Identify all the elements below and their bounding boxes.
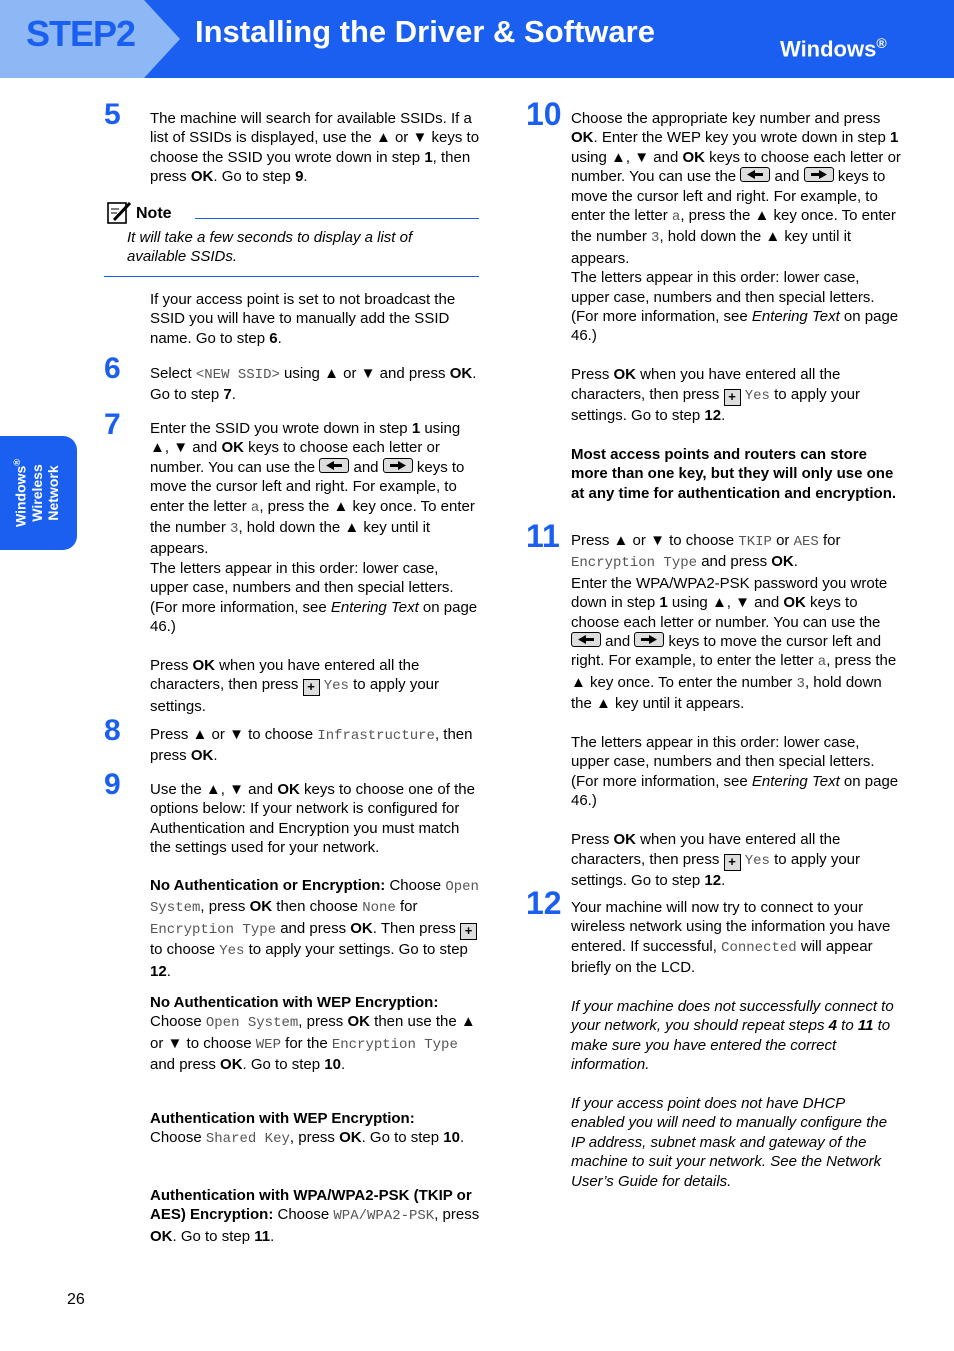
text-run: 12	[704, 407, 722, 425]
text-run: , hold down the	[238, 519, 345, 537]
text-run: , press	[298, 1013, 348, 1031]
down-arrow-icon: ▼	[360, 365, 376, 382]
step-number: 6	[104, 352, 121, 385]
text-run: OK	[571, 129, 594, 147]
text-run: 1	[659, 594, 668, 612]
text-run: and press	[697, 553, 772, 571]
text-run: OK	[613, 831, 637, 849]
up-arrow-icon: ▲	[460, 1013, 476, 1031]
text-run: Yes	[219, 943, 245, 960]
text-run: Press	[150, 656, 193, 674]
right-arrow-key-icon	[634, 632, 664, 647]
note-text: It will take a few seconds to display a list of available SSIDs.	[127, 229, 413, 266]
text-run: If your access point is set to not broadcast the SSID you will have to manually add the SSID name. Go to step	[150, 291, 456, 347]
os-name: Windows	[780, 36, 877, 62]
text-run: for	[818, 532, 841, 549]
step-10-text	[571, 109, 901, 503]
text-run: Connected	[721, 939, 797, 956]
text-run: or	[207, 726, 230, 743]
text-run: key until it appears.	[150, 519, 431, 558]
text-run: OK	[449, 365, 473, 382]
text-run: 9	[295, 168, 304, 186]
text-run: 11	[857, 1017, 874, 1035]
text-run: Yes	[323, 678, 349, 695]
text-run: , press the	[826, 652, 897, 670]
text-run: keys to choose each letter or number. You can use the	[150, 439, 440, 476]
text-run: or	[390, 129, 413, 147]
text-run: to apply your settings. Go to step	[571, 385, 861, 425]
down-arrow-icon: ▼	[173, 439, 189, 457]
text-run: . Then press	[372, 919, 461, 937]
side-tab-text-run: ®	[12, 459, 22, 466]
text-run: or	[150, 1034, 168, 1052]
text-run: ,	[625, 148, 635, 166]
text-run: ,	[164, 439, 174, 457]
text-run: key once. To enter the number	[150, 497, 475, 537]
text-run: keys to choose the SSID you wrote down in step	[150, 129, 480, 166]
side-tab-text	[9, 448, 67, 538]
text-run: If your access point does not have DHCP enabled you will need to manually configure the IP address, subnet mask and gateway of the machine to suit your network. See the Network User’s Guide for details.	[571, 1095, 888, 1190]
text-run: and	[770, 168, 804, 186]
up-arrow-icon: ▲	[711, 594, 727, 612]
text-run: .	[213, 747, 218, 765]
step-number: 12	[526, 885, 562, 921]
text-run: 6	[269, 329, 278, 347]
text-run: 4	[828, 1017, 837, 1035]
text-run: Press	[571, 532, 614, 549]
up-arrow-icon: ▲	[324, 365, 339, 382]
up-arrow-icon: ▲	[192, 726, 208, 743]
text-run: keys to move the cursor left and right. For example, to enter the letter	[571, 633, 882, 670]
text-run: , press	[200, 898, 250, 916]
text-run: Encryption Type	[150, 921, 277, 938]
text-run: will appear briefly on the LCD.	[571, 937, 873, 977]
step-5-text	[150, 109, 480, 187]
text-run: OK	[347, 1013, 370, 1031]
text-run: Choose	[385, 877, 446, 894]
text-run: Shared Key	[205, 1131, 290, 1148]
down-arrow-icon: ▼	[229, 726, 244, 743]
text-run: .	[459, 1129, 465, 1147]
text-run: No Authentication or Encryption:	[150, 877, 386, 894]
text-run: .	[340, 1056, 346, 1074]
text-run: .	[231, 386, 236, 404]
text-run: WEP	[255, 1036, 281, 1053]
os-label	[780, 35, 887, 62]
note-label: Note	[136, 205, 172, 222]
text-run: , then press	[150, 148, 471, 186]
up-arrow-icon: ▲	[611, 148, 626, 166]
text-run: The letters appear in this order: lower case, upper case, numbers and then special letters. (For more information, see	[571, 734, 875, 790]
text-run: a	[671, 209, 681, 226]
plus-key-icon: +	[460, 923, 477, 940]
text-run: . Go to step	[242, 1056, 325, 1074]
option-shared-key-text	[150, 1109, 480, 1150]
text-run: Press	[571, 831, 614, 849]
text-run: Choose	[273, 1206, 334, 1224]
step-label: STEP2	[26, 13, 136, 54]
text-run: Most access points and routers can store more than one key, but they will only use one at any time for authentication and encryption.	[571, 445, 897, 502]
step-number: 7	[104, 408, 121, 441]
text-run: , press the	[680, 207, 755, 225]
text-run: on page 46.)	[150, 598, 478, 636]
option-no-auth-text	[150, 876, 480, 981]
text-run: Entering Text	[330, 598, 419, 616]
text-run: to apply your settings. Go to step	[571, 850, 861, 889]
text-run: OK	[249, 898, 273, 916]
text-run: to choose	[182, 1034, 256, 1052]
step-9-text	[150, 780, 480, 858]
text-run: using	[667, 594, 712, 612]
text-run: and press	[276, 919, 351, 937]
text-run: to apply your settings.	[150, 676, 440, 715]
text-run: OK	[339, 1129, 362, 1147]
text-run: Press	[150, 726, 193, 743]
plus-key-icon: +	[303, 679, 320, 696]
text-run: . Go to step	[172, 1227, 255, 1245]
text-run: 11	[254, 1227, 271, 1245]
down-arrow-icon: ▼	[650, 532, 665, 549]
text-run: . Go to step	[150, 365, 477, 404]
text-run: then choose	[272, 898, 363, 916]
step-number: 11	[526, 518, 560, 554]
broadcast-text	[150, 290, 480, 348]
text-run: 1	[424, 148, 433, 166]
side-tab-text-run: Windows	[12, 465, 29, 527]
text-run: 3	[651, 230, 660, 247]
down-arrow-icon: ▼	[167, 1034, 183, 1052]
text-run: .	[721, 871, 726, 889]
up-arrow-icon: ▲	[596, 695, 611, 713]
text-run: .	[166, 962, 171, 980]
text-run: 3	[796, 675, 805, 692]
down-arrow-icon: ▼	[735, 594, 750, 612]
note-divider-bottom	[104, 276, 479, 277]
page-number: 26	[67, 1291, 85, 1308]
text-run: and	[188, 439, 222, 457]
text-run: Open System	[205, 1015, 299, 1032]
down-arrow-icon: ▼	[412, 129, 428, 147]
side-tab	[0, 436, 77, 550]
text-run: 10	[443, 1129, 460, 1147]
text-run: 10	[324, 1056, 341, 1074]
text-run: OK	[192, 656, 216, 674]
text-run: Encryption Type	[571, 555, 698, 572]
text-run: Use the	[150, 781, 206, 798]
text-run: to apply your settings. Go to step	[244, 941, 468, 959]
right-arrow-key-icon	[383, 458, 413, 473]
text-run: , press	[434, 1206, 480, 1224]
text-run: and	[649, 148, 683, 166]
text-run: OK	[150, 1227, 173, 1245]
text-run: OK	[277, 781, 300, 798]
text-run: Press	[571, 366, 614, 384]
text-run: key until it appears.	[610, 695, 745, 713]
text-run: on page 46.)	[571, 308, 899, 345]
text-run: to	[837, 1017, 858, 1035]
text-run: .	[270, 1227, 275, 1245]
plus-key-icon: +	[724, 854, 741, 871]
text-run: to choose	[664, 532, 739, 549]
up-arrow-icon: ▲	[333, 497, 349, 515]
up-arrow-icon: ▲	[765, 228, 781, 246]
text-run: keys to choose each letter or number. You can use the	[571, 594, 881, 631]
step-7-text	[150, 419, 480, 716]
text-run: OK	[221, 439, 244, 457]
text-run: No Authentication with WEP Encryption:	[150, 994, 439, 1011]
text-run: Yes	[744, 387, 770, 404]
text-run: ,	[220, 781, 230, 798]
text-run: keys to move the cursor left and right. For example, to enter the letter	[571, 168, 886, 225]
text-run: The machine will search for available SSIDs. If a list of SSIDs is displayed, use the	[150, 110, 472, 147]
text-run: keys to choose one of the options below: If your network is configured for Authentication and Encryption you must match the settings used for your network.	[150, 781, 475, 857]
text-run: . Go to step	[213, 168, 296, 186]
text-run: TKIP	[738, 534, 772, 550]
text-run: Encryption Type	[331, 1036, 458, 1053]
text-run: Enter the SSID you wrote down in step	[150, 420, 412, 437]
up-arrow-icon: ▲	[205, 781, 221, 798]
text-run: If your machine does not successfully connect to your network, you should repeat steps	[571, 998, 894, 1035]
text-run: Yes	[744, 852, 770, 869]
right-arrow-key-icon	[804, 167, 834, 182]
note-pencil-icon	[106, 200, 134, 226]
text-run: WPA/WPA2-PSK	[333, 1208, 435, 1225]
side-tab-line1	[9, 448, 29, 538]
text-run: or	[628, 532, 651, 549]
text-run: and	[601, 633, 635, 651]
text-run: <NEW SSID>	[195, 367, 280, 383]
text-run: and	[349, 458, 383, 476]
step-12-text	[571, 898, 901, 1191]
text-run: 12	[150, 962, 167, 980]
text-run: and press	[150, 1056, 221, 1074]
up-arrow-icon: ▲	[754, 207, 770, 225]
text-run: . Go to step	[361, 1129, 444, 1147]
text-run: OK	[783, 594, 806, 612]
text-run: to choose	[150, 941, 220, 959]
up-arrow-icon: ▲	[150, 439, 165, 457]
note-divider-top	[195, 218, 479, 219]
text-run: when you have entered all the characters, then press	[571, 366, 841, 403]
text-run: using	[279, 365, 325, 382]
text-run: using	[420, 420, 461, 437]
side-tab-line2: Wireless	[28, 464, 45, 522]
registered-mark: ®	[876, 35, 887, 51]
text-run: key once. To enter the number	[585, 673, 797, 691]
step-number: 9	[104, 768, 121, 801]
left-arrow-key-icon	[571, 632, 601, 647]
option-wpa-text	[150, 1186, 480, 1246]
up-arrow-icon: ▲	[375, 129, 391, 147]
text-run: a	[250, 499, 260, 516]
text-run: Infrastructure	[317, 728, 435, 744]
page-header	[0, 0, 954, 78]
text-run: Choose the appropriate key number and press	[571, 110, 881, 127]
step-number: 10	[526, 96, 562, 132]
text-run: , press	[289, 1129, 340, 1147]
text-run: . Enter the WEP key you wrote down in step	[593, 129, 891, 147]
text-run: None	[362, 900, 396, 917]
text-run: .	[277, 329, 282, 347]
text-run: Choose	[150, 1129, 206, 1147]
option-wep-text	[150, 993, 480, 1075]
text-run: 1	[890, 129, 899, 147]
text-run: 1	[411, 420, 421, 437]
text-run: .	[793, 553, 798, 571]
text-run: Authentication with WPA/WPA2-PSK (TKIP or AES) Encryption:	[150, 1187, 472, 1224]
down-arrow-icon: ▼	[229, 781, 244, 798]
up-arrow-icon: ▲	[571, 673, 586, 691]
text-run: on page 46.)	[571, 772, 899, 810]
text-run: and	[750, 594, 784, 612]
text-run: OK	[682, 148, 705, 166]
text-run: OK	[350, 919, 373, 937]
text-run: AES	[793, 534, 819, 550]
text-run: OK	[771, 553, 794, 571]
page-title: Installing the Driver & Software	[195, 14, 655, 49]
text-run: when you have entered all the characters, then press	[571, 831, 841, 868]
step-8-text	[150, 725, 480, 766]
text-run: The letters appear in this order: lower case, upper case, numbers and then special letters. (For more information, see	[571, 269, 875, 326]
step-6-text	[150, 364, 480, 405]
text-run: then use the	[369, 1013, 461, 1031]
text-run: or	[771, 532, 794, 549]
text-run: key until it appears.	[571, 228, 852, 267]
text-run: The letters appear in this order: lower case, upper case, numbers and then special letters. (For more information, see	[150, 559, 454, 616]
text-run: using	[571, 148, 612, 166]
text-run: for	[395, 898, 418, 916]
step-number: 5	[104, 98, 121, 131]
text-run: .	[721, 407, 726, 425]
text-run: 12	[704, 871, 722, 889]
text-run: key once. To enter the number	[571, 207, 896, 246]
text-run: and	[243, 781, 278, 798]
text-run: .	[303, 168, 308, 186]
text-run: ,	[726, 594, 736, 612]
text-run: OK	[220, 1056, 243, 1074]
text-run: , then press	[150, 726, 473, 765]
text-run: OK	[190, 168, 214, 186]
text-run: Entering Text	[751, 772, 840, 790]
left-arrow-key-icon	[740, 167, 770, 182]
text-run: to make sure you have entered the correct information.	[571, 1017, 891, 1074]
text-run: and press	[375, 365, 450, 382]
text-run: Select	[150, 365, 196, 382]
left-arrow-key-icon	[319, 458, 349, 473]
text-run: Authentication with WEP Encryption:	[150, 1110, 415, 1127]
text-run: for the	[280, 1034, 332, 1052]
text-run: , hold down the	[659, 228, 766, 246]
text-run: keys to choose each letter or number. You can use the	[571, 148, 901, 186]
text-run: to choose	[243, 726, 318, 743]
text-run: or	[338, 365, 361, 382]
text-run: OK	[190, 747, 214, 765]
text-run: Choose	[150, 1013, 206, 1031]
step-11-text	[571, 531, 901, 890]
text-run: Enter the WPA/WPA2-PSK password you wrote down in step	[571, 574, 888, 612]
text-run: , hold down the	[571, 673, 882, 713]
text-run: Your machine will now try to connect to your wireless network using the information you have entered. If successful,	[571, 899, 891, 955]
text-run: , press the	[259, 497, 334, 515]
text-run: keys to move the cursor left and right. For example, to enter the letter	[150, 458, 465, 515]
plus-key-icon: +	[724, 389, 741, 406]
text-run: Open System	[150, 879, 479, 917]
step-number: 8	[104, 714, 121, 747]
up-arrow-icon: ▲	[344, 519, 360, 537]
up-arrow-icon: ▲	[613, 532, 629, 549]
text-run: Entering Text	[751, 308, 840, 326]
side-tab-line3: Network	[44, 465, 61, 521]
text-run: 7	[223, 386, 232, 404]
text-run: when you have entered all the characters, then press	[150, 656, 420, 694]
down-arrow-icon: ▼	[634, 148, 650, 166]
text-run: 3	[230, 521, 239, 538]
text-run: OK	[613, 366, 637, 384]
text-run: a	[817, 654, 827, 671]
